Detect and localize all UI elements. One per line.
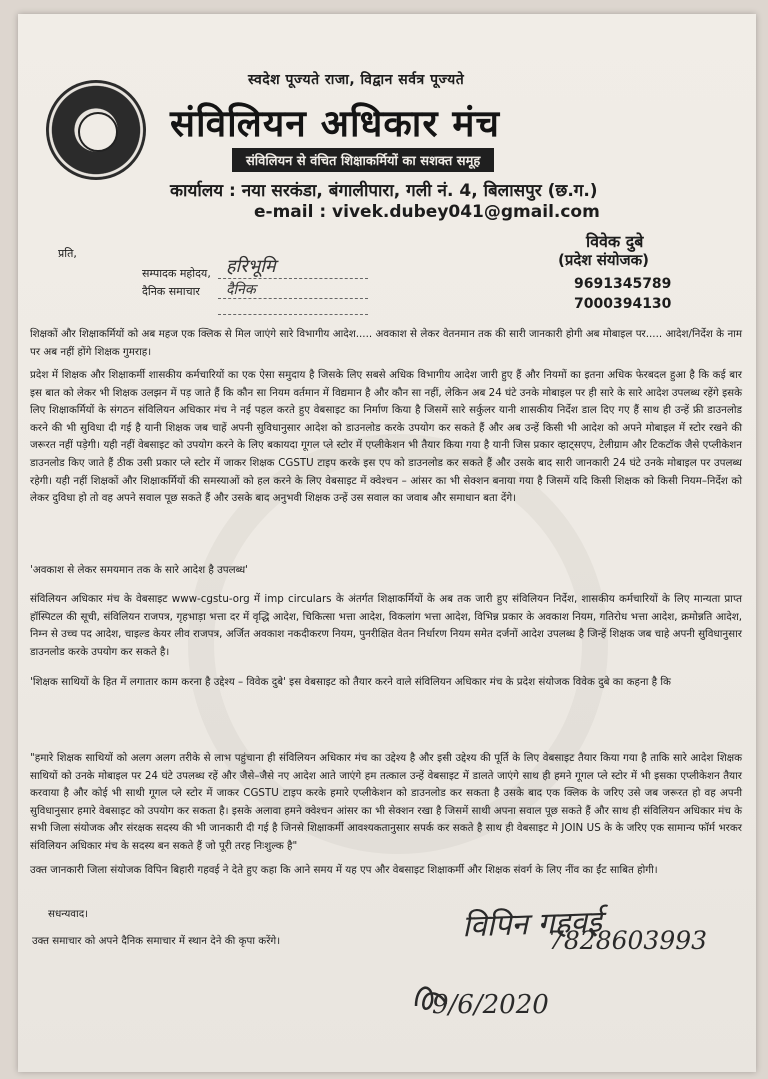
- signature-date: 9/6/2020: [432, 990, 549, 1020]
- handwritten-newspaper-type: दैनिक: [226, 282, 256, 298]
- publication-request: उक्त समाचार को अपने दैनिक समाचार में स्थान देने की कृपा करेंगे।: [32, 935, 281, 947]
- signature-phone: 7828603993: [548, 926, 708, 955]
- sender-name: विवेक दुबे: [586, 232, 644, 251]
- signature-vipin: विपिन गहवई: [461, 904, 603, 945]
- recipient-newspaper-label: दैनिक समाचार: [142, 285, 200, 298]
- letterhead-office-address: कार्यालय : नया सरकंडा, बंगालीपारा, गली नं. 4, बिलासपुर (छ.ग.): [170, 181, 598, 201]
- body-paragraph-quote: "हमारे शिक्षक साथियों को अलग अलग तरीके से लाभ पहुंचाना ही संविलियन अधिकार मंच का उद्देश्य है और इसी उद्देश्य की पूर्ति के लिए वेबसाइट तैयार किया गया है ताकि सारे आदेश शिक्षक साथियों को उनके मोबाइल पर 24 घंटे उपलब्ध रहें और जैसे–जैसे नए आदेश आते जाएंगे हम तत्काल उन्हें वेबसाइट में डालते जाएंगे साथ ही हमने गूगल प्ले स्टोर में भी इसका एप्लीकेशन तैयार करवाया है और कोई भी साथी गूगल प्ले स्टोर में जाकर CGSTU टाइप करके हमारे एप्लीकेशन को डाउनलोड कर सकता है उसके बाद एक क्लिक के जरिए उसे जब जरूरत हो वह अपनी सुविधानुसार हमारे वेबसाइट को उपयोग कर सकता है। इसके अलावा हमने क्वेश्चन आंसर का भी सेक्शन रखा है जिसमें साथी अपना सवाल पूछ सकते हैं और साथ ही संविलियन अधिकार मंच के सभी जिला संयोजक और संरक्षक सदस्य की भी जानकारी दी गई है जिनसे शिक्षाकर्मी आवश्यकतानुसार सपर्क कर सकते है साथ ही वेबसाइट मे JOIN US के के जरिए एक सामान्य फॉर्म भरकर संविलियन अधिकार मंच के सदस्य बन सकते हैं जो पूरी तरह निःशुल्क है": [30, 752, 742, 852]
- recipient-prati: प्रति,: [58, 247, 77, 260]
- recipient-dotted-line: [218, 298, 368, 299]
- letterhead-email: e-mail : vivek.dubey041@gmail.com: [254, 202, 600, 222]
- handwritten-newspaper-name: हरिभूमि: [226, 256, 276, 277]
- body-paragraph-intro: शिक्षकों और शिक्षाकर्मियों को अब महज एक क्लिक से मिल जाएंगे सारे विभागीय आदेश..... अवकाश से लेकर वेतनमान तक की सारी जानकारी होगी अब मोबाइल पर..... आदेश/निर्देश के नाम पर अब नहीं होंगे शिक्षक गुमराह।: [30, 328, 742, 358]
- body-paragraph-website: संविलियन अधिकार मंच के वेबसाइट www-cgstu-org में imp circulars के अंतर्गत शिक्षाकर्मियों के अब तक जारी हुए संविलियन निर्देश, शासकीय कर्मचारियों के लिए मान्यता प्राप्त हॉस्पिटल की सूची, संविलियन राजपत्र, गृहभाड़ा भत्ता दर में वृद्धि आदेश, चिकित्सा भत्ता आदेश, विकलांग भत्ता आदेश, विभिन्न प्रकार के अवकाश नियम, गतिरोध भत्ता आदेश, क्रमोन्नति आदेश, निम्न से उच्च पद आदेश, चाइल्ड केयर लीव राजपत्र, अर्जित अवकाश नकदीकरण नियम, पुनरीक्षित वेतन निर्धारण नियम समेत दर्जनों आदेश उपलब्ध है जिन्हें शिक्षक जब चाहे अपनी सुविधानुसार डाउनलोड करके उपयोग कर सकते है।: [30, 593, 742, 658]
- letterhead-org-name: संविलियन अधिकार मंच: [170, 102, 500, 145]
- recipient-dotted-line: [218, 314, 368, 315]
- body-paragraph-closing: उक्त जानकारी जिला संयोजक विपिन बिहारी गहवई ने देते हुए कहा कि आने समय में यह एप और वेबसाइट शिक्षाकर्मी और शिक्षक संवर्ग के लिए नींव का ईंट साबित होगी।: [30, 864, 658, 876]
- sender-phone-2: 7000394130: [574, 296, 672, 312]
- recipient-editor: सम्पादक महोदय,: [142, 267, 211, 280]
- sender-phone-1: 9691345789: [574, 276, 672, 292]
- letter-page: [18, 14, 756, 1072]
- body-paragraph-quote-intro: 'शिक्षक साथियों के हित में लगातार काम करना है उद्देश्य – विवेक दुबे' इस वेबसाइट को तैयार करने वाले संविलियन अधिकार मंच के प्रदेश संयोजक विवेक दुबे का कहना है कि: [30, 676, 671, 688]
- letterhead-tagline: संविलियन से वंचित शिक्षाकर्मियों का सशक्त समूह: [232, 148, 494, 172]
- body-paragraph-main: प्रदेश में शिक्षक और शिक्षाकर्मी शासकीय कर्मचारियों का एक ऐसा समुदाय है जिसके लिए सबसे अधिक विभागीय आदेश जारी हुए हैं और नियमों का इतना अधिक फेरबदल हुआ है कि कई बार इस बात को लेकर भी शिक्षक उलझन में पड़ जाते हैं कि कौन सा नियम वर्तमान में विद्यमान है और कौन सा नहीं, लेकिन अब 24 घंटे उनके मोबाइल पर ही सारे के सारे आदेश उपलब्ध रहेंगे इसके लिए शिक्षाकर्मियों के संगठन संविलियन अधिकार मंच ने नई पहल करते हुए वेबसाइट का निर्माण किया है जिसमें सारे सर्कुलर यानी शासकीय निर्देश डाल दिए गए हैं साथ ही उन्हें फ्री डाउनलोड करने की भी सुविधा दी गई है यानी शिक्षक जब चाहें अपनी सुविधानुसार आदेश को डाउनलोड करके उपयोग कर सकते हैं और अब उन्हें किसी भी आदेश को अपने मोबाइल में स्टोर रखने की जरूरत नहीं पड़ेगी। यही नहीं वेबसाइट को उपयोग करने के लिए बकायदा गूगल प्ले स्टोर में एप्लीकेशन भी तैयार किया गया है यानी जिस प्रकार व्हाट्सएप, टेलीग्राम और टिकटॉक जैसे एप्लीकेशन डाउनलोड किए जाते हैं ठीक उसी प्रकार प्ले स्टोर में जाकर शिक्षक CGSTU टाइप करके इस एप को डाउनलोड कर सकते हैं और उसके बाद सारी जानकारी 24 घंटे उनके मोबाइल पर उपलब्ध रहेगी। यही नहीं शिक्षकों और शिक्षाकर्मियों की समस्याओं को हल करने के लिए वेबसाइट में क्वेश्चन – आंसर का भी सेक्शन बनाया गया है जिसमें यदि किसी शिक्षक को किसी नियम–निर्देश को लेकर दुविधा हो तो वह अपने सवाल पूछ सकते हैं और उसके बाद अनुभवी शिक्षक उन्हें उस सवाल का जवाब और समाधान बता देंगे।: [30, 369, 742, 505]
- recipient-dotted-line: [218, 278, 368, 279]
- letterhead-motto: स्वदेश पूज्यते राजा, विद्वान सर्वत्र पूज्यते: [248, 72, 465, 88]
- sender-role: (प्रदेश संयोजक): [558, 251, 650, 269]
- thanks-line: सधन्यवाद।: [48, 908, 89, 920]
- org-logo-center: [78, 112, 118, 152]
- body-subheading-orders: 'अवकाश से लेकर समयमान तक के सारे आदेश है उपलब्ध': [30, 564, 249, 576]
